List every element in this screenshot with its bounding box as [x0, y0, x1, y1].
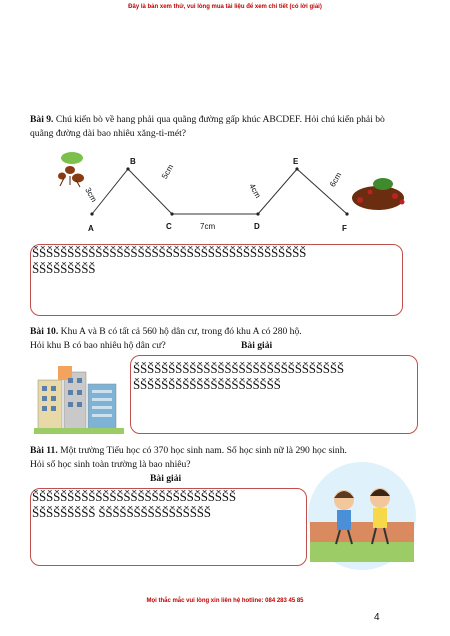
bai11-solution-label: Bài giải [150, 473, 182, 484]
segment-bc-label: 5cm [160, 162, 176, 181]
ant-hill-icon [352, 178, 405, 210]
bai9-answer-line-1: ŠŠŠŠŠŠŠŠŠŠŠŠŠŠŠŠŠŠŠŠŠŠŠŠŠŠŠŠŠŠŠŠŠŠŠŠŠŠŠ [32, 245, 307, 260]
bai10-question-2: Hỏi khu B có bao nhiêu hộ dân cư? [30, 340, 166, 351]
hotline-notice: Mọi thắc mắc vui lòng xin liên hệ hotline: 084 283 45 85 [146, 598, 304, 604]
bai10-title: Bài 10. [30, 326, 59, 337]
segment-cd-label: 7cm [200, 222, 216, 231]
point-c-label: C [166, 222, 172, 231]
school-children-icon [304, 462, 420, 570]
zigzag-diagram [0, 140, 450, 240]
bai10-question [30, 325, 430, 339]
point-b-label: B [130, 157, 136, 166]
bai9-title: Bài 9. [30, 114, 54, 125]
bai11-title: Bài 11. [30, 445, 58, 456]
point-d-label: D [254, 222, 260, 231]
bai11-question-2: Hỏi số học sinh toàn trường là bao nhiêu? [30, 459, 191, 470]
bai10-answer-line-1: ŠŠŠŠŠŠŠŠŠŠŠŠŠŠŠŠŠŠŠŠŠŠŠŠŠŠŠŠŠŠ [133, 361, 344, 376]
buildings-icon [34, 362, 124, 434]
ant-left-icon [58, 152, 84, 187]
bai10-solution-label: Bài giải [241, 340, 273, 351]
bai9-question [30, 113, 410, 141]
point-e-label: E [293, 157, 299, 166]
bai11-answer-line-2: ŠŠŠŠŠŠŠŠŠ ŠŠŠŠŠŠŠŠŠŠŠŠŠŠŠŠ [32, 505, 211, 520]
bai11-question [30, 444, 430, 458]
segment-de-label: 4cm [247, 182, 263, 200]
bai10-answer-line-2: ŠŠŠŠŠŠŠŠŠŠŠŠŠŠŠŠŠŠŠŠŠ [133, 377, 281, 392]
bai9-text: Chú kiến bò về hang phải qua quãng đường gấp khúc ABCDEF. Hỏi chú kiến phải bò quãng đường dài bao nhiêu xăng-ti-mét? [30, 114, 385, 139]
bai11-text-1: Một trường Tiểu học có 370 học sinh nam. Số học sinh nữ là 290 học sinh. [57, 445, 347, 456]
bai9-answer-line-2: ŠŠŠŠŠŠŠŠŠ [32, 261, 96, 276]
preview-notice: Đây là bản xem thử, vui lòng mua tài liệu để xem chi tiết (có lời giải) [128, 4, 322, 10]
segment-ab-label: 3cm [83, 186, 99, 204]
segment-ef-label: 6cm [328, 170, 344, 189]
bai10-text-1: Khu A và B có tất cả 560 hộ dân cư, trong đó khu A có 280 hộ. [58, 326, 302, 337]
bai11-answer-line-1: ŠŠŠŠŠŠŠŠŠŠŠŠŠŠŠŠŠŠŠŠŠŠŠŠŠŠŠŠŠ [32, 489, 236, 504]
page-number: 4 [374, 612, 380, 623]
point-a-label: A [88, 224, 94, 233]
point-f-label: F [342, 224, 347, 233]
